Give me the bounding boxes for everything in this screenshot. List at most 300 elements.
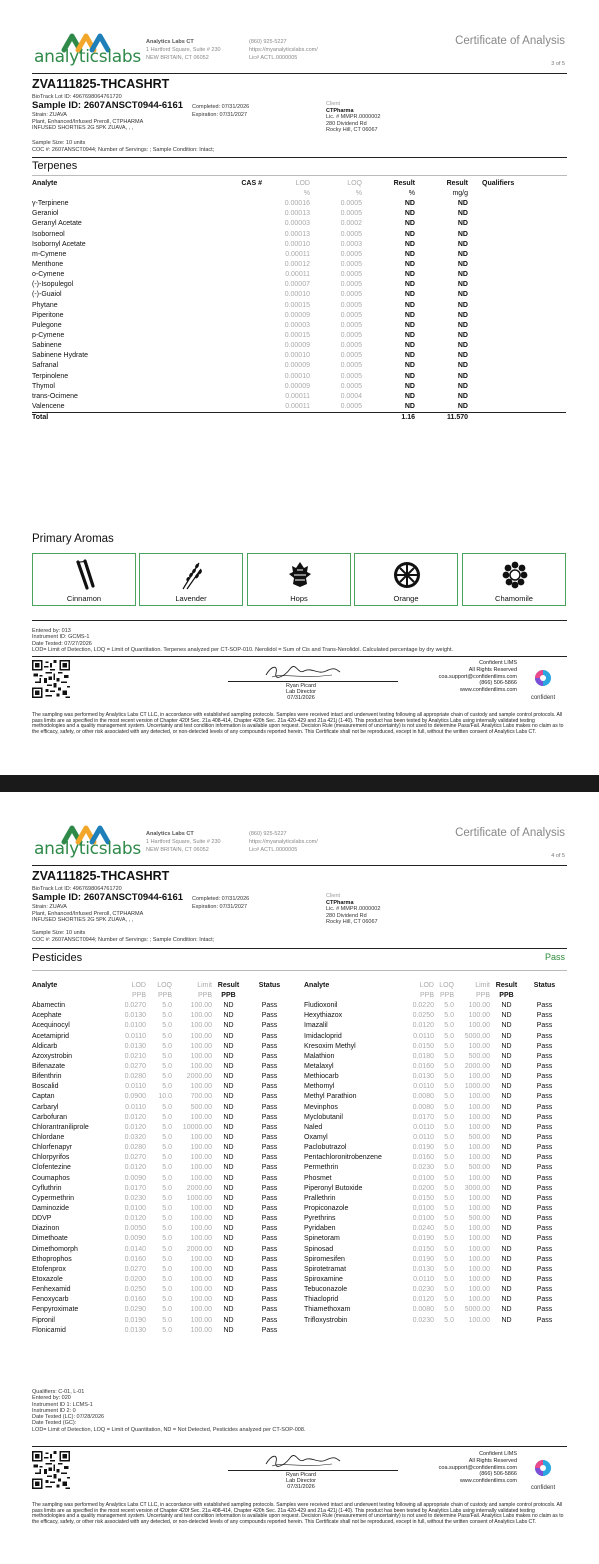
lod-value: 0.00009 bbox=[284, 382, 310, 390]
limit-value: 10000.00 bbox=[182, 1123, 212, 1131]
table-row bbox=[304, 1214, 566, 1224]
analyte-name: Cypermethrin bbox=[32, 1194, 75, 1202]
loq-value: 5.0 bbox=[162, 1255, 172, 1263]
analyte-name: Spinosad bbox=[304, 1245, 334, 1253]
result-value: ND bbox=[501, 1032, 512, 1040]
table-row bbox=[32, 1001, 294, 1011]
loq-value: 5.0 bbox=[162, 1174, 172, 1182]
result-pct: ND bbox=[404, 271, 415, 279]
result-mg: ND bbox=[457, 382, 468, 390]
limit-value: 100.00 bbox=[468, 1113, 490, 1121]
lab-info bbox=[146, 38, 221, 63]
lod-value: 0.0150 bbox=[412, 1042, 434, 1050]
result-value: ND bbox=[223, 1144, 234, 1152]
sample-size: Sample Size: 10 units bbox=[32, 140, 86, 146]
result-value: ND bbox=[223, 1032, 234, 1040]
lod-value: 0.0230 bbox=[412, 1164, 434, 1172]
limit-value: 100.00 bbox=[190, 1235, 212, 1243]
status-value: Pass bbox=[261, 1265, 278, 1273]
limit-value: 100.00 bbox=[190, 1286, 212, 1294]
analyte-name: Menthone bbox=[32, 261, 64, 269]
coc-info: COC #: 2607ANSCT0944; Number of Servings: ; Sample Condition: Intact; bbox=[32, 146, 215, 153]
client-info bbox=[326, 101, 380, 134]
table-row bbox=[304, 1062, 566, 1072]
result-value: ND bbox=[223, 1225, 234, 1233]
col-analyte: Analyte bbox=[32, 179, 58, 187]
director-signature bbox=[262, 1452, 342, 1470]
status-value: Pass bbox=[536, 1103, 553, 1111]
col-loq: LOQ bbox=[347, 179, 362, 187]
table-row bbox=[32, 1326, 294, 1336]
col-result: Result bbox=[495, 981, 518, 989]
col-analyte: Analyte bbox=[304, 981, 330, 989]
status-value: Pass bbox=[261, 1205, 278, 1213]
table-row bbox=[304, 1224, 566, 1234]
limit-value: 100.00 bbox=[190, 1052, 212, 1060]
sample-id: Sample ID: 2607ANSCT0944-6161 bbox=[32, 892, 184, 903]
status-value: Pass bbox=[261, 1063, 278, 1071]
analyte-name: p-Cymene bbox=[32, 332, 65, 340]
loq-value: 5.0 bbox=[162, 1276, 172, 1283]
status-value: Pass bbox=[261, 1174, 278, 1182]
lod-value: 0.0150 bbox=[412, 1194, 434, 1202]
analyte-name: Isoborneol bbox=[32, 230, 65, 238]
col-result-mg: Result bbox=[446, 179, 468, 187]
date-tested-gc: Date Tested (GC): bbox=[32, 1420, 77, 1427]
lod-value: 0.0180 bbox=[412, 1052, 434, 1060]
analyte-name: trans-Ocimene bbox=[32, 392, 78, 400]
result-value: ND bbox=[223, 1123, 234, 1131]
result-value: ND bbox=[223, 1093, 234, 1101]
loq-value: 0.0005 bbox=[340, 271, 362, 279]
lod-value: 0.0130 bbox=[124, 1012, 146, 1020]
lavender-icon bbox=[177, 559, 207, 591]
table-row bbox=[32, 1072, 294, 1082]
analyte-name: Fludioxonil bbox=[304, 1002, 338, 1010]
limit-value: 3000.00 bbox=[464, 1184, 490, 1192]
strain: Strain: ZUAVA bbox=[32, 904, 67, 910]
analyte-name: Imazalil bbox=[304, 1022, 328, 1030]
confident-info bbox=[439, 660, 517, 694]
lod-value: 0.0090 bbox=[124, 1235, 146, 1243]
pesticides-table-left bbox=[32, 980, 294, 1336]
lab-phone: (860) 925-5227 bbox=[249, 39, 287, 45]
director-signature bbox=[262, 663, 342, 681]
result-pct: ND bbox=[404, 321, 415, 329]
status-value: Pass bbox=[261, 1042, 278, 1050]
lod-value: 0.0110 bbox=[413, 1134, 434, 1142]
lod-value: 0.0170 bbox=[124, 1184, 146, 1192]
status-value: Pass bbox=[536, 1032, 553, 1040]
unit-lod: PPB bbox=[131, 992, 146, 1000]
status-value: Pass bbox=[261, 1215, 278, 1223]
confident-line: Confident LIMS bbox=[479, 660, 517, 666]
analyte-name: Piperitone bbox=[32, 311, 64, 319]
table-row bbox=[304, 1032, 566, 1042]
table-row bbox=[32, 1123, 294, 1133]
lod-value: 0.00013 bbox=[284, 210, 310, 218]
limit-value: 100.00 bbox=[190, 1113, 212, 1121]
unit-loq: PPB bbox=[157, 992, 172, 1000]
lod-value: 0.00015 bbox=[284, 301, 310, 309]
limit-value: 100.00 bbox=[190, 1174, 212, 1182]
result-value: ND bbox=[223, 1286, 234, 1294]
limit-value: 100.00 bbox=[190, 1215, 212, 1223]
lod-value: 0.00003 bbox=[284, 220, 310, 228]
lod-value: 0.00015 bbox=[284, 332, 310, 340]
result-value: ND bbox=[501, 1144, 512, 1152]
limit-value: 500.00 bbox=[468, 1052, 490, 1060]
confident-email[interactable]: coa.support@confidentlims.com bbox=[438, 1464, 517, 1471]
lod-value: 0.0130 bbox=[412, 1073, 434, 1081]
result-value: ND bbox=[223, 1276, 234, 1283]
analyte-name: Pentachloronitrobenzene bbox=[304, 1154, 382, 1162]
table-row bbox=[304, 1194, 566, 1204]
lod-value: 0.0230 bbox=[124, 1194, 146, 1202]
loq-value: 5.0 bbox=[444, 1103, 454, 1111]
unit-lod: % bbox=[303, 190, 310, 198]
result-mg: ND bbox=[457, 250, 468, 258]
result-value: ND bbox=[501, 1022, 512, 1030]
lod-value: 0.0110 bbox=[125, 1083, 146, 1091]
unit-lod: PPB bbox=[419, 992, 434, 1000]
analyte-name: o-Cymene bbox=[32, 271, 65, 279]
aroma-lavender bbox=[139, 553, 243, 606]
analyte-name: Malathion bbox=[304, 1052, 335, 1060]
limit-value: 2000.00 bbox=[186, 1073, 212, 1081]
lod-value: 0.0100 bbox=[412, 1215, 434, 1223]
analyte-name: Boscalid bbox=[32, 1083, 59, 1091]
confident-logo-icon bbox=[525, 668, 561, 690]
status-value: Pass bbox=[261, 1316, 278, 1324]
table-row bbox=[32, 1184, 294, 1194]
loq-value: 5.0 bbox=[162, 1032, 172, 1040]
status-value: Pass bbox=[536, 1134, 553, 1142]
lab-website[interactable]: https://myanalyticslabs.com/ bbox=[249, 47, 318, 54]
lod-value: 0.00009 bbox=[284, 311, 310, 319]
status-value: Pass bbox=[261, 1113, 278, 1121]
confident-line: Confident LIMS bbox=[479, 1451, 517, 1457]
lod-value: 0.00010 bbox=[284, 352, 310, 360]
lod-value: 0.0270 bbox=[124, 1063, 146, 1071]
analyte-name: Mevinphos bbox=[304, 1103, 338, 1111]
limit-value: 100.00 bbox=[190, 1134, 212, 1142]
client-info bbox=[326, 893, 380, 926]
matrix: Plant, Enhanced/Infused Preroll, CTPHARMA bbox=[32, 118, 144, 125]
limit-value: 100.00 bbox=[468, 1012, 490, 1020]
result-pct: ND bbox=[404, 362, 415, 370]
lod-value: 0.00011 bbox=[285, 402, 310, 410]
analyte-name: Myclobutanil bbox=[304, 1113, 343, 1121]
result-mg: ND bbox=[457, 230, 468, 238]
loq-value: 5.0 bbox=[162, 1103, 172, 1111]
status-value: Pass bbox=[261, 1134, 278, 1142]
confident-logo bbox=[525, 1458, 561, 1491]
lod-value: 0.0100 bbox=[124, 1022, 146, 1030]
loq-value: 5.0 bbox=[444, 1063, 454, 1071]
table-row bbox=[32, 1174, 294, 1184]
loq-value: 5.0 bbox=[444, 1276, 454, 1283]
result-value: ND bbox=[223, 1265, 234, 1273]
table-row bbox=[32, 1042, 294, 1052]
sample-size-block bbox=[32, 930, 214, 943]
qr-code[interactable] bbox=[32, 1451, 70, 1489]
table-row bbox=[32, 1234, 294, 1244]
table-row bbox=[304, 1021, 566, 1031]
analyte-name: Fenpyroximate bbox=[32, 1306, 79, 1314]
analyte-name: Clofentezine bbox=[32, 1164, 71, 1172]
col-lod: LOD bbox=[131, 981, 146, 989]
loq-value: 5.0 bbox=[162, 1184, 172, 1192]
lod-value: 0.0280 bbox=[124, 1073, 146, 1081]
table-row bbox=[304, 1163, 566, 1173]
lab-name: Analytics Labs CT bbox=[146, 831, 194, 837]
result-value: ND bbox=[223, 1103, 234, 1111]
limit-value: 100.00 bbox=[468, 1265, 490, 1273]
loq-value: 5.0 bbox=[162, 1083, 172, 1091]
page-number: 4 of 5 bbox=[551, 853, 565, 859]
lab-license: Lic# ACTL.0000005 bbox=[249, 847, 298, 854]
limit-value: 100.00 bbox=[468, 1093, 490, 1101]
method-note: LOD= Limit of Detection, LOQ = Limit of Quantitation. Terpenes analyzed per CT-SOP-010. Nerolidol = Sum of Cis and Trans-Nerolidol. Calculated percentage by dry weight. bbox=[32, 646, 454, 653]
table-row bbox=[32, 1103, 294, 1113]
analyte-name: Propiconazole bbox=[304, 1205, 349, 1213]
result-value: ND bbox=[223, 1235, 234, 1243]
status-value: Pass bbox=[536, 1205, 553, 1213]
analyte-name: Pulegone bbox=[32, 321, 62, 329]
unit-result-mg: mg/g bbox=[452, 190, 468, 198]
status-value: Pass bbox=[536, 1276, 553, 1283]
result-mg: ND bbox=[457, 311, 468, 319]
table-row bbox=[304, 1153, 566, 1163]
lod-value: 0.00010 bbox=[284, 372, 310, 380]
result-pct: ND bbox=[404, 382, 415, 390]
confident-website[interactable]: www.confidentlims.com bbox=[459, 687, 517, 694]
matrix: Plant, Enhanced/Infused Preroll, CTPHARMA bbox=[32, 910, 144, 917]
hops-icon bbox=[285, 559, 315, 591]
loq-value: 5.0 bbox=[162, 1134, 172, 1142]
limit-value: 700.00 bbox=[190, 1093, 212, 1101]
result-value: ND bbox=[501, 1215, 512, 1223]
lod-value: 0.0140 bbox=[124, 1245, 146, 1253]
qr-code[interactable] bbox=[32, 660, 70, 698]
sample-dates bbox=[192, 895, 249, 911]
product-name: ZVA111825-THCASHRT bbox=[32, 77, 170, 91]
sample-size: Sample Size: 10 units bbox=[32, 930, 86, 936]
loq-value: 0.0005 bbox=[340, 311, 362, 319]
cinnamon-icon bbox=[70, 559, 100, 591]
confident-email[interactable]: coa.support@confidentlims.com bbox=[438, 673, 517, 680]
table-row bbox=[32, 1194, 294, 1204]
loq-value: 0.0005 bbox=[340, 332, 362, 340]
table-row bbox=[32, 1052, 294, 1062]
lab-website[interactable]: https://myanalyticslabs.com/ bbox=[249, 839, 318, 846]
table-row bbox=[32, 1082, 294, 1092]
lod-value: 0.0320 bbox=[124, 1134, 146, 1142]
lod-value: 0.0120 bbox=[124, 1113, 146, 1121]
status-value: Pass bbox=[536, 1154, 553, 1162]
loq-value: 5.0 bbox=[444, 1245, 454, 1253]
analyte-name: Permethrin bbox=[304, 1164, 339, 1172]
table-row bbox=[32, 392, 566, 402]
status-value: Pass bbox=[261, 1123, 278, 1131]
result-pct: ND bbox=[404, 311, 415, 319]
loq-value: 0.0005 bbox=[340, 382, 362, 390]
aroma-label: Hops bbox=[290, 594, 308, 603]
status-value: Pass bbox=[261, 1296, 278, 1304]
lod-value: 0.0120 bbox=[124, 1123, 146, 1131]
table-row bbox=[304, 1295, 566, 1305]
loq-value: 0.0005 bbox=[340, 210, 362, 218]
analyte-name: Tebuconazole bbox=[304, 1286, 348, 1294]
loq-value: 0.0005 bbox=[340, 402, 362, 410]
loq-value: 5.0 bbox=[444, 1164, 454, 1172]
limit-value: 100.00 bbox=[190, 1154, 212, 1162]
loq-value: 5.0 bbox=[162, 1245, 172, 1253]
limit-value: 100.00 bbox=[468, 1235, 490, 1243]
analyte-name: DDVP bbox=[32, 1215, 52, 1223]
lod-value: 0.0110 bbox=[413, 1083, 434, 1091]
signature-line bbox=[228, 1470, 398, 1471]
client-address1: 280 Dividend Rd bbox=[326, 912, 367, 919]
lod-value: 0.0160 bbox=[412, 1063, 434, 1071]
result-pct: ND bbox=[404, 291, 415, 299]
client-license: Lic. # MMPR.0000002 bbox=[326, 906, 381, 913]
result-value: ND bbox=[223, 1002, 234, 1010]
result-value: ND bbox=[501, 1286, 512, 1294]
loq-value: 0.0005 bbox=[340, 342, 362, 350]
result-value: ND bbox=[501, 1063, 512, 1071]
logo-wordmark: analyticslabs bbox=[34, 47, 141, 67]
coa-page-3 bbox=[0, 0, 599, 775]
table-row bbox=[304, 1001, 566, 1011]
result-mg: ND bbox=[457, 200, 468, 208]
limit-value: 100.00 bbox=[190, 1022, 212, 1030]
result-pct: ND bbox=[404, 392, 415, 400]
analyte-name: Valencene bbox=[32, 402, 65, 410]
page-separator bbox=[0, 775, 599, 792]
analyte-name: Spirotetramat bbox=[304, 1265, 347, 1273]
status-value: Pass bbox=[536, 1194, 553, 1202]
analyte-name: Flonicamid bbox=[32, 1326, 66, 1334]
limit-value: 100.00 bbox=[190, 1012, 212, 1020]
table-row bbox=[32, 301, 566, 311]
table-row bbox=[32, 402, 566, 413]
table-row bbox=[304, 1082, 566, 1092]
section-title: Pesticides bbox=[32, 952, 83, 964]
lod-value: 0.0050 bbox=[124, 1225, 146, 1233]
result-mg: ND bbox=[457, 281, 468, 289]
loq-value: 5.0 bbox=[444, 1174, 454, 1182]
table-top-rule bbox=[32, 175, 567, 176]
loq-value: 5.0 bbox=[162, 1063, 172, 1071]
result-value: ND bbox=[501, 1225, 512, 1233]
result-value: ND bbox=[223, 1042, 234, 1050]
limit-value: 100.00 bbox=[468, 1245, 490, 1253]
analyte-name: Etoxazole bbox=[32, 1276, 63, 1283]
lod-value: 0.0280 bbox=[124, 1144, 146, 1152]
col-limit: Limit bbox=[197, 981, 212, 989]
lod-value: 0.00012 bbox=[284, 261, 310, 269]
biotrack-id: BioTrack Lot ID: 4967698064761720 bbox=[32, 94, 122, 100]
status-value: Pass bbox=[261, 1164, 278, 1172]
result-value: ND bbox=[223, 1022, 234, 1030]
limit-value: 100.00 bbox=[468, 1255, 490, 1263]
lod-value: 0.0110 bbox=[125, 1103, 146, 1111]
lod-value: 0.0190 bbox=[412, 1255, 434, 1263]
loq-value: 0.0003 bbox=[340, 240, 362, 248]
lod-value: 0.0110 bbox=[413, 1123, 434, 1131]
analyte-name: Dimethoate bbox=[32, 1235, 68, 1243]
lod-value: 0.0110 bbox=[413, 1032, 434, 1040]
result-mg: ND bbox=[457, 372, 468, 380]
result-pct: ND bbox=[404, 402, 415, 410]
loq-value: 5.0 bbox=[162, 1012, 172, 1020]
table-row bbox=[304, 1275, 566, 1285]
analyte-name: Acephate bbox=[32, 1012, 62, 1020]
limit-value: 100.00 bbox=[468, 1296, 490, 1304]
limit-value: 5000.00 bbox=[464, 1032, 490, 1040]
col-result-pct: Result bbox=[393, 179, 415, 187]
status-value: Pass bbox=[261, 1073, 278, 1081]
aroma-label: Chamomile bbox=[495, 594, 533, 603]
result-value: ND bbox=[223, 1255, 234, 1263]
loq-value: 5.0 bbox=[444, 1194, 454, 1202]
limit-value: 100.00 bbox=[190, 1083, 212, 1091]
result-value: ND bbox=[223, 1052, 234, 1060]
loq-value: 5.0 bbox=[162, 1052, 172, 1060]
pesticides-table-right bbox=[304, 980, 566, 1326]
aroma-orange bbox=[354, 553, 458, 606]
table-row bbox=[32, 1092, 294, 1102]
status-value: Pass bbox=[261, 1083, 278, 1091]
table-row bbox=[304, 1113, 566, 1123]
loq-value: 5.0 bbox=[444, 1093, 454, 1101]
lod-value: 0.0270 bbox=[124, 1154, 146, 1162]
status-value: Pass bbox=[536, 1286, 553, 1294]
limit-value: 100.00 bbox=[190, 1265, 212, 1273]
coa-page-4 bbox=[0, 792, 599, 1564]
analyte-name: Thiacloprid bbox=[304, 1296, 339, 1304]
status-value: Pass bbox=[536, 1144, 553, 1152]
lab-address2: NEW BRITAIN, CT 06052 bbox=[146, 847, 209, 854]
client-name: CTPharma bbox=[326, 107, 354, 114]
lod-value: 0.00011 bbox=[285, 271, 310, 279]
result-pct: ND bbox=[404, 281, 415, 289]
section-divider bbox=[32, 157, 567, 158]
col-limit: Limit bbox=[475, 981, 490, 989]
table-row bbox=[32, 1224, 294, 1234]
sample-id: Sample ID: 2607ANSCT0944-6161 bbox=[32, 100, 184, 111]
result-mg: ND bbox=[457, 332, 468, 340]
result-mg: ND bbox=[457, 392, 468, 400]
loq-value: 5.0 bbox=[444, 1012, 454, 1020]
result-pct: ND bbox=[404, 230, 415, 238]
table-row bbox=[32, 351, 566, 361]
analyte-name: (-)-Guaiol bbox=[32, 291, 62, 299]
result-mg: ND bbox=[457, 271, 468, 279]
limit-value: 100.00 bbox=[468, 1022, 490, 1030]
header-divider bbox=[32, 73, 567, 74]
confident-line: All Rights Reserved bbox=[468, 666, 517, 673]
confident-website[interactable]: www.confidentlims.com bbox=[459, 1478, 517, 1485]
result-value: ND bbox=[223, 1113, 234, 1121]
client-license: Lic. # MMPR.0000002 bbox=[326, 114, 381, 121]
sample-details bbox=[32, 904, 143, 924]
table-row bbox=[304, 1143, 566, 1153]
lod-value: 0.0160 bbox=[124, 1255, 146, 1263]
limit-value: 100.00 bbox=[468, 1144, 490, 1152]
